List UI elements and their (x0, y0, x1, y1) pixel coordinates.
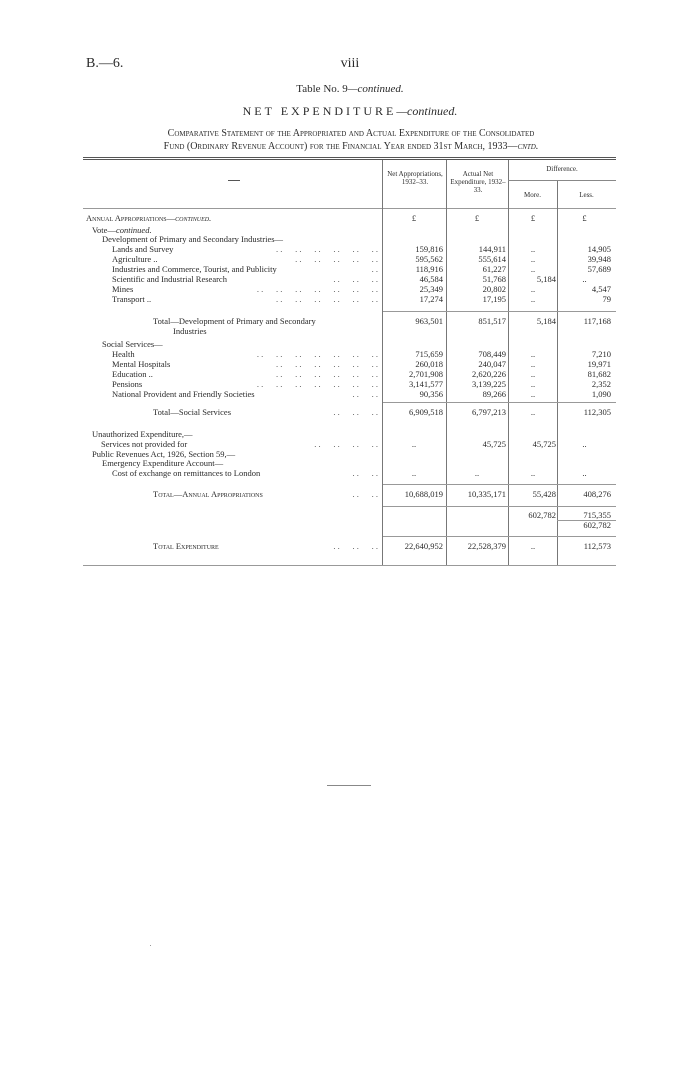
leader-dots: . . . . (352, 489, 378, 499)
table-row (0, 274, 700, 284)
table-row (0, 510, 700, 520)
table-row (0, 316, 700, 336)
table-row (0, 254, 700, 264)
leader-dots: . . . . . . . . . . . . . . (256, 349, 378, 359)
table-row (0, 234, 700, 244)
actual-expenditure-value: 2,620,226 (472, 369, 506, 379)
difference-more-value: .. (530, 264, 536, 274)
row-label: Industries and Commerce, Tourist, and Publicity (112, 264, 277, 274)
table-row (0, 244, 700, 254)
row-label: Services not provided for (101, 439, 188, 449)
leader-dots: . . . . . . . . . . . . (276, 359, 378, 369)
currency-symbol: £ (411, 213, 417, 223)
table-row (0, 429, 700, 439)
currency-symbol: £ (530, 213, 536, 223)
net-appropriation-value: 10,688,019 (404, 489, 443, 499)
actual-expenditure-value: 240,047 (478, 359, 506, 369)
row-label: Agriculture .. (112, 254, 158, 264)
row-label: Unauthorized Expenditure,— (92, 429, 193, 439)
currency-symbol: £ (474, 213, 480, 223)
difference-more-value: .. (530, 254, 536, 264)
row-label: Cost of exchange on remittances to London (112, 468, 261, 478)
difference-more-value: .. (530, 284, 536, 294)
page-reference: B.—6. (86, 56, 124, 71)
row-label: Emergency Expenditure Account— (102, 458, 224, 468)
table-row (0, 407, 700, 417)
row-label: Total—Annual Appropriations (153, 489, 263, 499)
actual-expenditure-value: 851,517 (478, 316, 506, 326)
row-label: Total—Development of Primary and Secondary (153, 316, 316, 326)
table-row (0, 489, 700, 499)
row-label-italic: continued. (175, 213, 212, 223)
actual-expenditure-value: 22,528,379 (467, 541, 506, 551)
row-label: Scientific and Industrial Research (112, 274, 227, 284)
row-label-continuation: Industries (173, 326, 207, 336)
net-appropriation-value: 46,584 (419, 274, 443, 284)
net-appropriation-value: 22,640,952 (404, 541, 443, 551)
table-top-rule-double (83, 159, 616, 160)
leader-dots: . . . . . . . . . . (295, 254, 378, 264)
difference-less-value: 2,352 (591, 379, 611, 389)
difference-less-value: 57,689 (587, 264, 611, 274)
table-row (0, 339, 700, 349)
table-row (0, 541, 700, 551)
difference-less-value: 715,355 (583, 510, 611, 520)
row-label-italic: continued. (115, 225, 152, 235)
row-label: Education .. (112, 369, 153, 379)
actual-expenditure-value: .. (474, 468, 480, 478)
difference-less-value: 408,276 (583, 489, 611, 499)
leader-dots: . . . . . . (333, 407, 378, 417)
leader-dots: . . . . . . . . . . . . (276, 244, 378, 254)
row-label: Total—Social Services (153, 407, 232, 417)
difference-more-value: 45,725 (532, 439, 556, 449)
row-label: Social Services— (102, 339, 163, 349)
difference-more-value: 5,184 (536, 316, 556, 326)
table-subtitle (70, 127, 632, 153)
table-row (0, 468, 700, 478)
difference-less-value: 4,547 (591, 284, 611, 294)
row-label: Health (112, 349, 135, 359)
table-bottom-rule (83, 565, 616, 566)
subtitle-line-1: Comparative Statement of the Appropriated and Actual Expenditure of the Consolidated (167, 128, 535, 139)
leader-dots: . . . . (352, 389, 378, 399)
table-row (0, 264, 700, 274)
actual-expenditure-value: 17,195 (482, 294, 506, 304)
difference-more-value: 55,428 (532, 489, 556, 499)
table-row (0, 349, 700, 359)
footer-rule (327, 785, 371, 786)
row-label: Mental Hospitals (112, 359, 171, 369)
table-row (0, 294, 700, 304)
net-appropriation-value: 3,141,577 (409, 379, 443, 389)
table-row (0, 213, 700, 223)
row-label: Transport .. (112, 294, 152, 304)
table-row (0, 439, 700, 449)
row-label: Development of Primary and Secondary Industries— (102, 234, 284, 244)
difference-more-value: .. (530, 359, 536, 369)
difference-more-value: .. (530, 379, 536, 389)
difference-less-value: 19,971 (587, 359, 611, 369)
table-row (0, 284, 700, 294)
row-label: Total Expenditure (153, 541, 219, 551)
actual-expenditure-value: 555,614 (478, 254, 506, 264)
table-row (0, 379, 700, 389)
net-appropriation-value: 90,356 (419, 389, 443, 399)
subtotal-rule-3 (383, 484, 616, 485)
net-appropriation-value: 715,659 (415, 349, 443, 359)
difference-less-value: .. (582, 468, 587, 478)
subtitle-line-2 (70, 140, 632, 153)
subtotal-rule-2 (383, 402, 616, 403)
difference-subrule (508, 180, 616, 181)
table-number-suffix: —continued. (347, 83, 404, 95)
difference-more-value: .. (530, 468, 536, 478)
difference-more-value: .. (530, 389, 536, 399)
actual-expenditure-value: 6,797,213 (472, 407, 506, 417)
difference-less-value: 14,905 (587, 244, 611, 254)
header-bottom-rule (83, 208, 616, 209)
subtitle-line-2-text: Fund (Ordinary Revenue Account) for the Financial Year ended 31st March, 1933— (163, 141, 518, 152)
table-number-label: Table No. 9 (296, 83, 348, 95)
table-row (0, 369, 700, 379)
subtotal-rule-4 (383, 506, 616, 507)
row-label: Pensions (112, 379, 143, 389)
difference-more-value: .. (530, 244, 536, 254)
net-appropriation-value: .. (411, 468, 417, 478)
actual-expenditure-value: 10,335,171 (467, 489, 506, 499)
currency-symbol: £ (582, 213, 587, 223)
row-label: Mines (112, 284, 134, 294)
difference-more-value: .. (530, 294, 536, 304)
leader-dots: . . . . . . . . . . . . (276, 369, 378, 379)
actual-expenditure-value: 3,139,225 (472, 379, 506, 389)
subtitle-suffix: cntd. (517, 141, 539, 152)
table-number (0, 83, 700, 95)
net-appropriation-value: 963,501 (415, 316, 443, 326)
row-label: Public Revenues Act, 1926, Section 59,— (92, 449, 236, 459)
actual-expenditure-value: 61,227 (482, 264, 506, 274)
leader-dots: . . . . . . (333, 541, 378, 551)
leader-dots: . . . . . . . . . . . . . . (256, 379, 378, 389)
difference-more-value: .. (530, 369, 536, 379)
net-appropriation-value: 260,018 (415, 359, 443, 369)
section-title-label: NET EXPENDITURE (242, 104, 397, 118)
leader-dots: . . . . . . (333, 274, 378, 284)
net-appropriation-value: 6,909,518 (409, 407, 443, 417)
table-row (0, 458, 700, 468)
difference-more-value: .. (530, 541, 536, 551)
net-appropriation-value: 159,816 (415, 244, 443, 254)
net-appropriation-value: 595,562 (415, 254, 443, 264)
page-number: viii (340, 56, 360, 71)
difference-less-value: 112,305 (583, 407, 611, 417)
page-speck (150, 945, 151, 946)
section-title-suffix: —continued. (396, 104, 458, 118)
difference-more-value: .. (530, 407, 536, 417)
col-head-more: More. (524, 191, 541, 199)
actual-expenditure-value: 51,768 (482, 274, 506, 284)
difference-less-value: 112,573 (583, 541, 611, 551)
net-appropriation-value: .. (411, 439, 417, 449)
row-label: Annual Appropriations—continued. (86, 213, 212, 223)
table-row (0, 389, 700, 399)
subtotal-rule-1 (383, 311, 616, 312)
difference-less-value: .. (582, 274, 587, 284)
table-row (0, 359, 700, 369)
actual-expenditure-value: 45,725 (482, 439, 506, 449)
leader-dots: . . . . . . . . (314, 439, 378, 449)
difference-more-value: 5,184 (536, 274, 556, 284)
difference-less-value: 117,168 (583, 316, 611, 326)
col-head-less: Less. (579, 191, 594, 199)
net-appropriation-value: 25,349 (419, 284, 443, 294)
difference-less-value: .. (582, 439, 587, 449)
col-head-net-appropriations: Net Appropriations, 1932–33. (387, 170, 443, 186)
difference-less-value: 79 (602, 294, 611, 304)
difference-less-value: 7,210 (591, 349, 611, 359)
leader-dots: . . . . . . . . . . . . (276, 294, 378, 304)
actual-expenditure-value: 144,911 (478, 244, 506, 254)
difference-less-value: 602,782 (583, 520, 611, 530)
difference-less-value: 39,948 (587, 254, 611, 264)
subtotal-rule-6 (383, 536, 616, 537)
section-title (0, 104, 700, 119)
col-head-actual-net-expenditure: Actual Net Expenditure, 1932–33. (450, 170, 506, 194)
actual-expenditure-value: 708,449 (478, 349, 506, 359)
difference-more-value: .. (530, 349, 536, 359)
stub-head-dash (228, 180, 240, 181)
net-appropriation-value: 118,916 (415, 264, 443, 274)
difference-less-value: 1,090 (591, 389, 611, 399)
row-label: Lands and Survey (112, 244, 174, 254)
leader-dots: . . (371, 264, 378, 274)
actual-expenditure-value: 89,266 (482, 389, 506, 399)
difference-more-value: 602,782 (528, 510, 556, 520)
difference-less-value: 81,682 (587, 369, 611, 379)
leader-dots: . . . . (352, 468, 378, 478)
table-row (0, 520, 700, 530)
table-top-rule (83, 157, 616, 158)
row-label: National Provident and Friendly Societies (112, 389, 255, 399)
row-label: Vote—continued. (92, 225, 152, 235)
net-appropriation-value: 17,274 (419, 294, 443, 304)
actual-expenditure-value: 20,802 (482, 284, 506, 294)
leader-dots: . . . . . . . . . . . . . . (256, 284, 378, 294)
col-head-difference: Difference. (546, 165, 578, 173)
net-appropriation-value: 2,701,908 (409, 369, 443, 379)
